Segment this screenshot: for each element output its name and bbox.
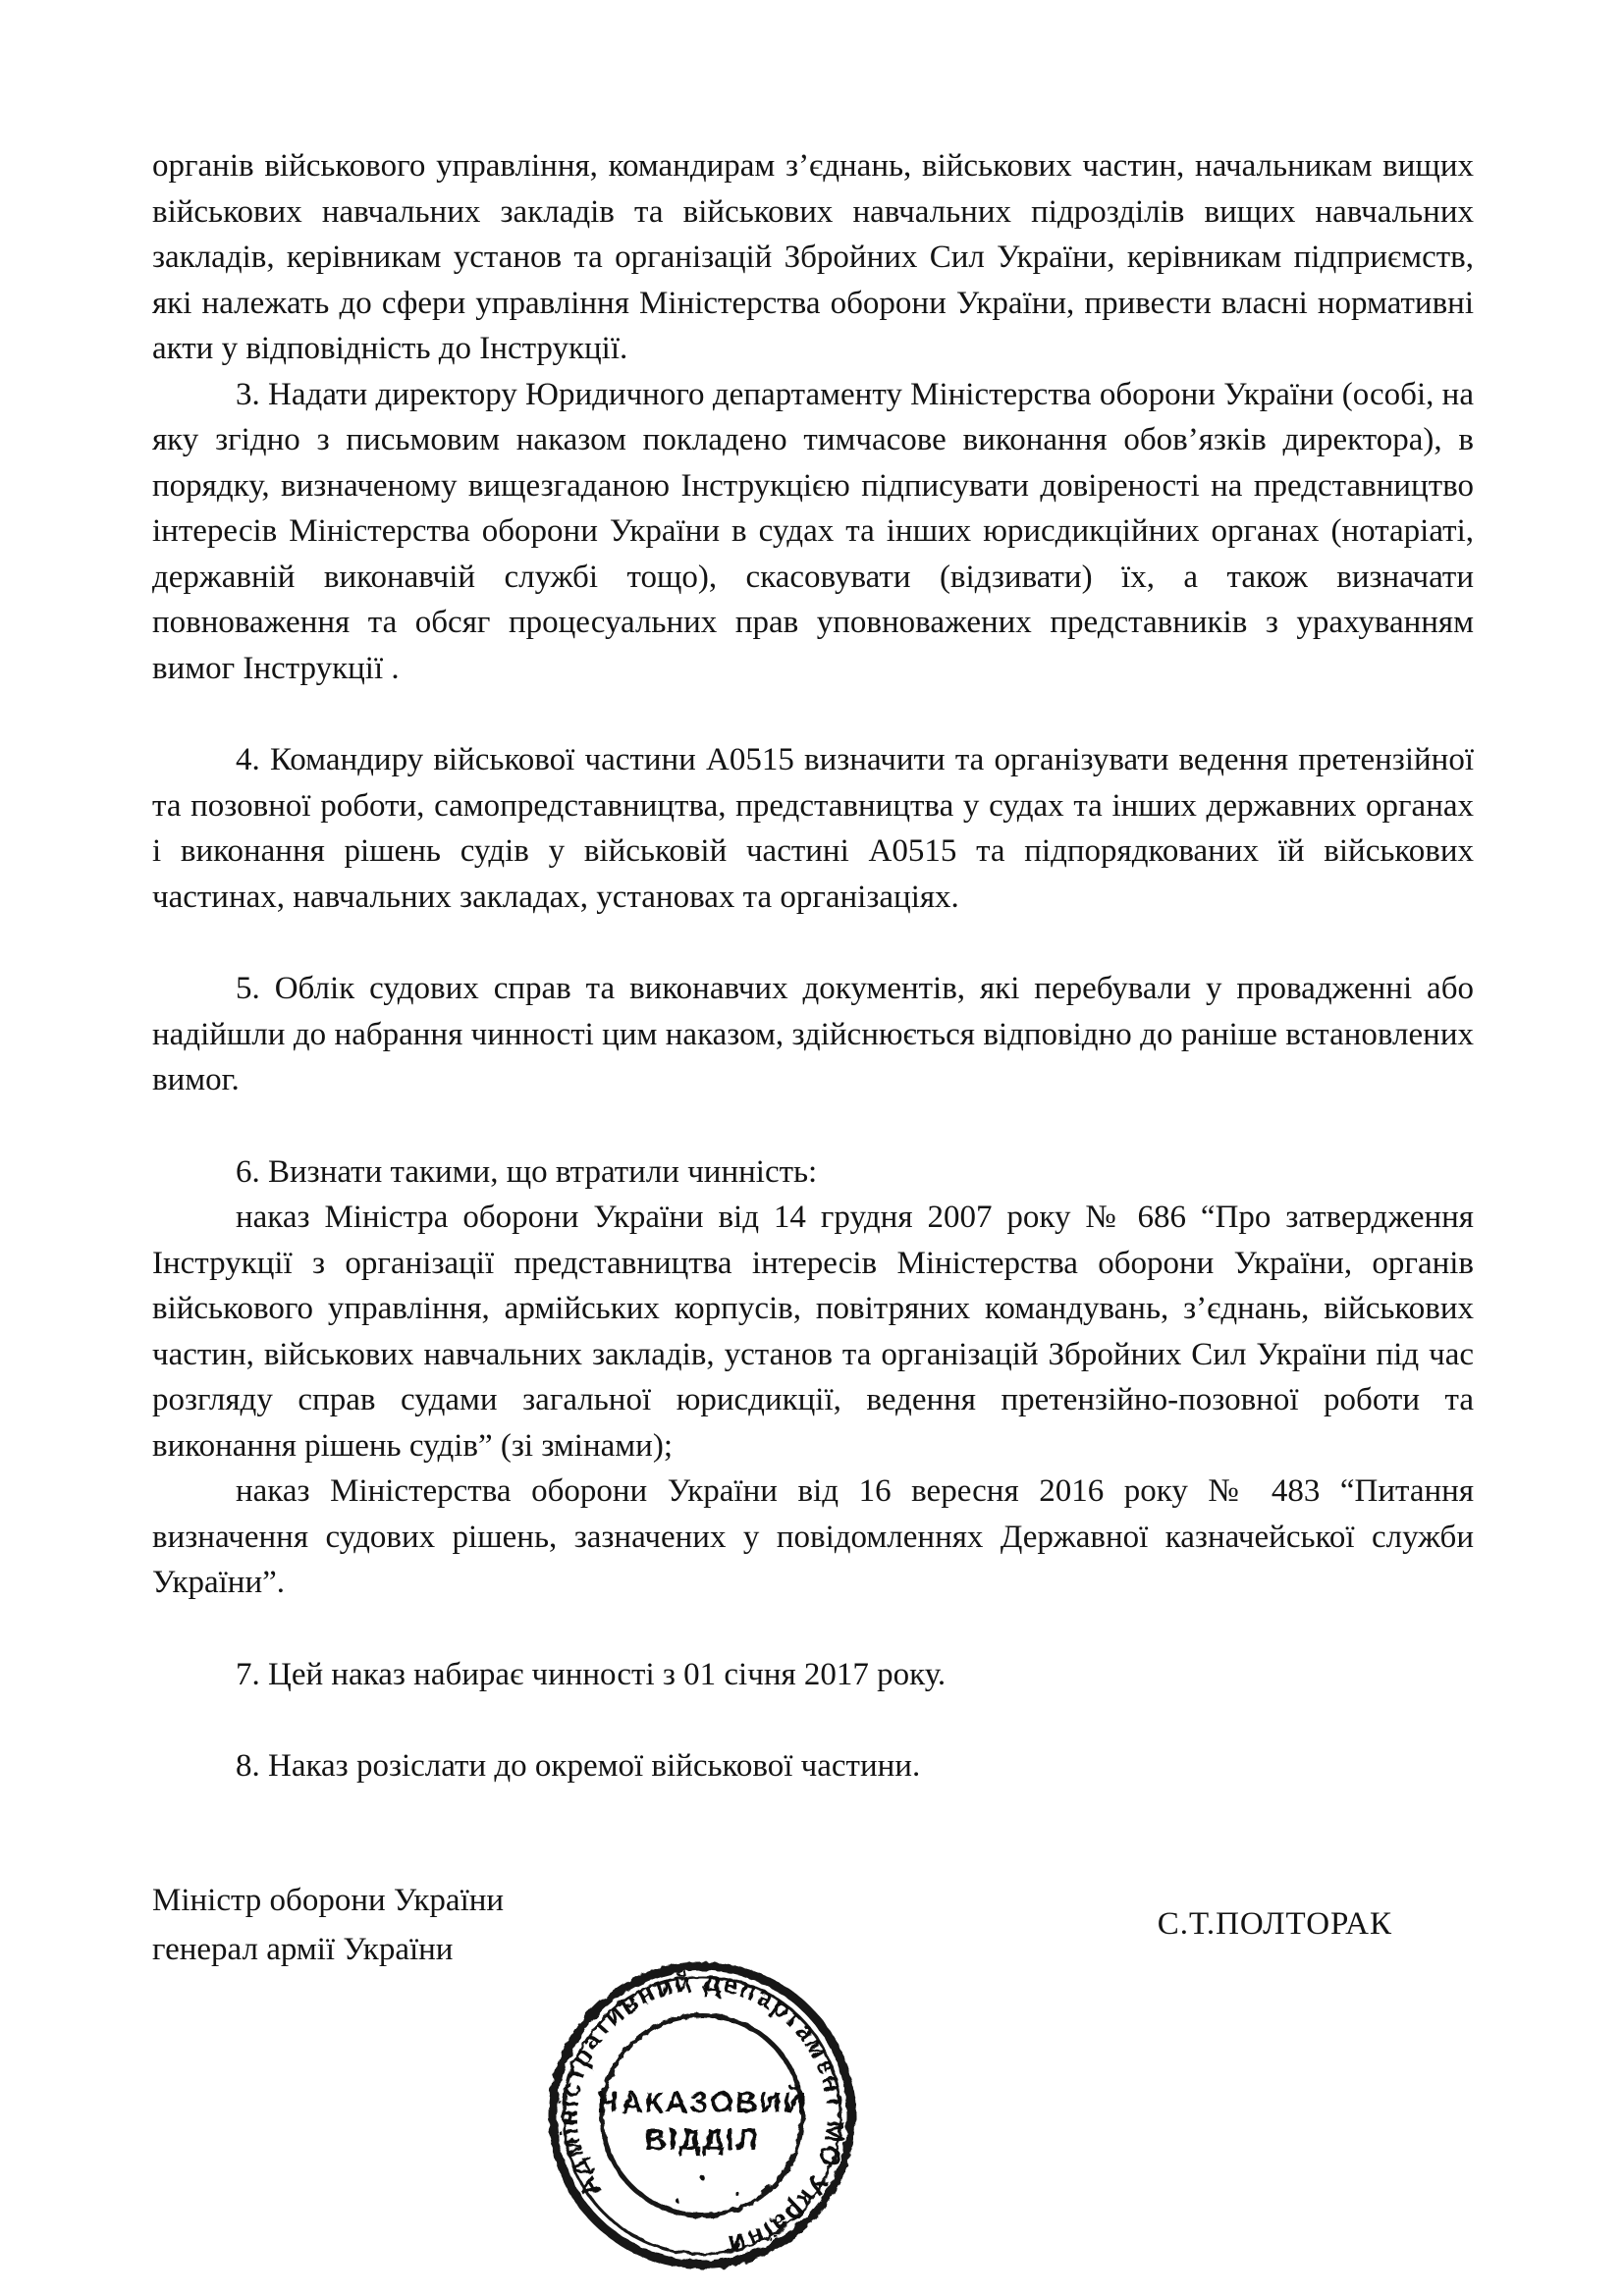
stamp-graphic: [530, 1939, 874, 2292]
paragraph-item-6-suborder-483: наказ Міністерства оборони України від 16 вересня 2016 року № 483 “Питання визначення судових рішень, зазначених у повідомленнях Державної казначейської служби України”.: [152, 1473, 1474, 1600]
stamp-center-line1: НАКАЗОВИЙ: [596, 2085, 808, 2119]
stamp-ring-textpath: Адміністративний департамент МО України: [553, 1966, 851, 2261]
paragraph-item-5: 5. Облік судових справ та виконавчих документів, які перебували у провадженні або надійшли до набрання чинності цим наказом, здійснюється відповідно до раніше встановлених вимог.: [152, 971, 1474, 1097]
paragraph-item-7: 7. Цей наказ набирає чинності з 01 січня 2017 року.: [236, 1656, 947, 1692]
stamp-center-line2: ВІДДІЛ: [644, 2122, 760, 2157]
stamp-ink-speck: [736, 2193, 740, 2197]
signer-name: С.Т.ПОЛТОРАК: [1157, 1906, 1392, 1943]
stamp-ink-speck: [676, 2199, 679, 2203]
paragraph-item-6-heading: 6. Визнати такими, що втратили чинність:: [236, 1153, 818, 1190]
signer-position: [152, 1876, 504, 1974]
document-body: [152, 143, 1474, 1974]
paragraph-item-6-suborder-686: наказ Міністра оборони України від 14 грудня 2007 року № 686 “Про затвердження Інструкції з організації представництва інтересів Міністерства оборони України, органів військового управління, армійських корпусів, повітряних командувань, з’єднань, військових частин, військових навчальних закладів, установ та організацій Збройних Сил України під час розгляду справ судами загальної юрисдикції, ведення претензійно-позовної роботи та виконання рішень судів” (зі змінами);: [152, 1200, 1474, 1464]
official-stamp: [530, 1939, 874, 2292]
signer-position-line2: генерал армії України: [152, 1931, 454, 1967]
paragraph-item-8: 8. Наказ розіслати до окремої військової частини.: [236, 1748, 921, 1784]
paragraph-item-4: 4. Командиру військової частини А0515 визначити та організувати ведення претензійної та позовної роботи, самопредставництва, представництва у судах та інших державних органах і виконання рішень судів у військовій частині А0515 та підпорядкованих їй військових частинах, навчальних закладах, установах та організаціях.: [152, 742, 1474, 915]
paragraph-continuation: органів військового управління, командирам з’єднань, військових частин, начальникам вищих військових навчальних закладів та військових навчальних підрозділів вищих навчальних закладів, керівникам установ та організацій Збройних Сил України, керівникам підприємств, які належать до сфери управління Міністерства оборони України, привести власні нормативні акти у відповідність до Інструкції.: [152, 148, 1474, 366]
paragraph-item-3: 3. Надати директору Юридичного департаменту Міністерства оборони України (особі, на яку згідно з письмовим наказом покладено тимчасове виконання обов’язків директора), в порядку, визначеному вищезгаданою Інструкцією підписувати довіреності на представництво інтересів Міністерства оборони України в судах та інших юрисдикційних органах (нотаріаті, державній виконавчій службі тощо), скасовувати (відзивати) їх, а також визначати повноваження та обсяг процесуальних прав уповноважених представників з урахуванням вимог Інструкції .: [152, 376, 1474, 686]
signer-position-line1: Міністр оборони України: [152, 1882, 505, 1918]
stamp-ink-speck: [700, 2175, 705, 2180]
